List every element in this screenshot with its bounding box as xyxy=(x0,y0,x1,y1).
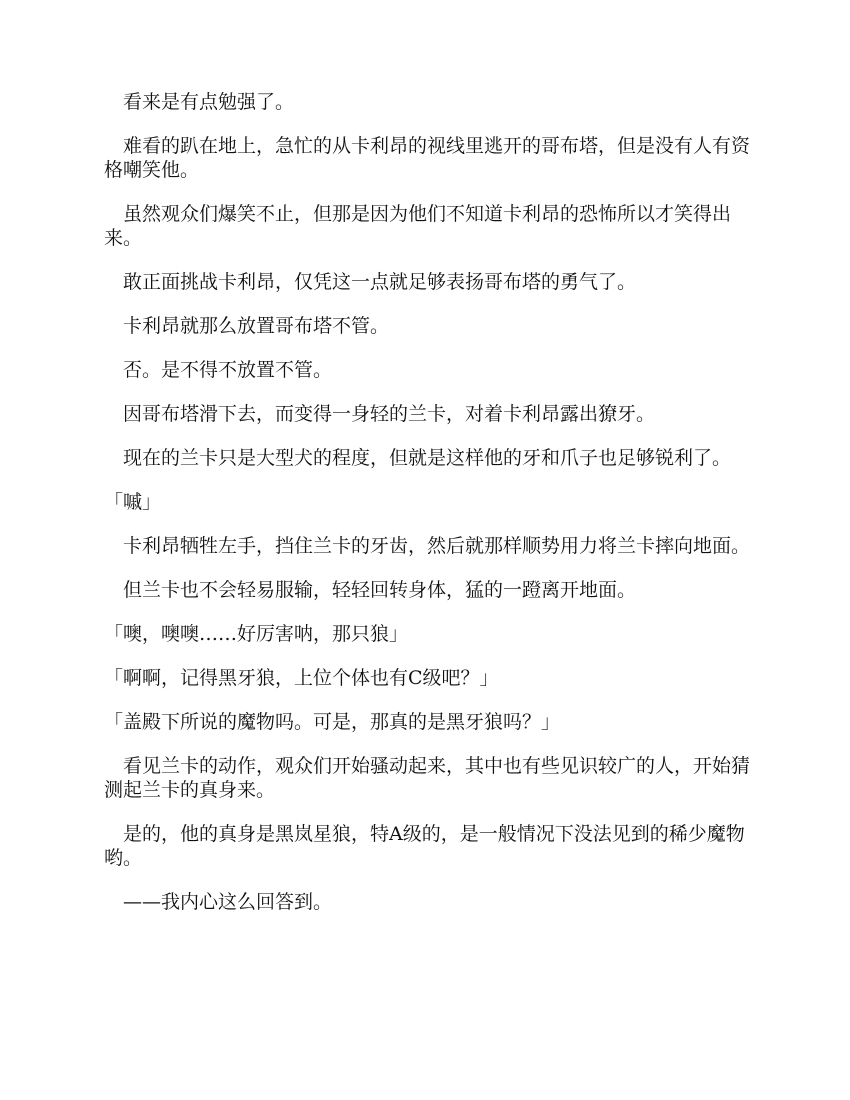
dialogue-line: 「啊啊，记得黑牙狼，上位个体也有C级吧？」 xyxy=(104,667,499,689)
paragraph: 现在的兰卡只是大型犬的程度，但就是这样他的牙和爪子也足够锐利了。 xyxy=(123,447,732,469)
paragraph: 卡利昂牺牲左手，挡住兰卡的牙齿，然后就那样顺势用力将兰卡摔向地面。 xyxy=(123,535,751,557)
dialogue-line: 「噢，噢噢……好厉害呐，那只狼」 xyxy=(104,623,409,645)
paragraph: 否。是不得不放置不管。 xyxy=(123,359,333,381)
dialogue-line: 「盖殿下所说的魔物吗。可是，那真的是黑牙狼吗？」 xyxy=(104,711,561,733)
paragraph: 是的，他的真身是黑岚星狼，特A级的，是一般情况下没法见到的稀少魔物哟。 xyxy=(104,823,745,869)
paragraph: 卡利昂就那么放置哥布塔不管。 xyxy=(123,315,390,337)
paragraph: 敢正面挑战卡利昂，仅凭这一点就足够表扬哥布塔的勇气了。 xyxy=(123,271,637,293)
paragraph: ——我内心这么回答到。 xyxy=(123,891,333,913)
document-body xyxy=(104,90,754,914)
paragraph: 看来是有点勉强了。 xyxy=(123,91,295,113)
paragraph: 看见兰卡的动作，观众们开始骚动起来，其中也有些见识较广的人，开始猜测起兰卡的真身来。 xyxy=(104,755,751,801)
paragraph: 难看的趴在地上，急忙的从卡利昂的视线里逃开的哥布塔，但是没有人有资格嘲笑他。 xyxy=(104,135,751,181)
paragraph: 虽然观众们爆笑不止，但那是因为他们不知道卡利昂的恐怖所以才笑得出来。 xyxy=(104,203,732,249)
paragraph: 因哥布塔滑下去，而变得一身轻的兰卡，对着卡利昂露出獠牙。 xyxy=(123,403,656,425)
paragraph: 但兰卡也不会轻易服输，轻轻回转身体，猛的一蹬离开地面。 xyxy=(123,579,637,601)
dialogue-line: 「嘁」 xyxy=(104,491,162,513)
